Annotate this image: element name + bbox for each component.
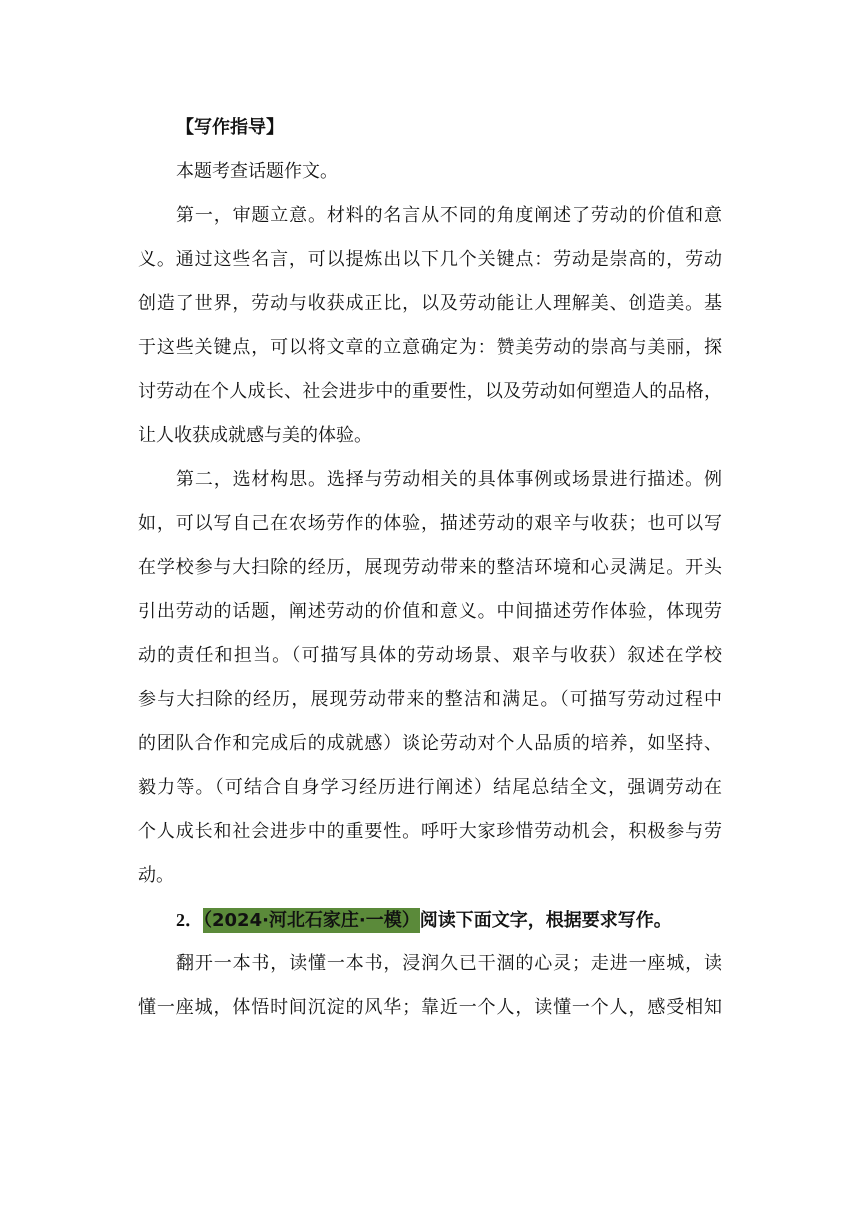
intro-line: 本题考查话题作文。 bbox=[176, 161, 338, 182]
reading-passage bbox=[138, 942, 722, 1030]
paragraph-line: 动。 bbox=[138, 865, 174, 886]
paragraph-line: 毅力等。（可结合自身学习经历进行阐述）结尾总结全文，强调劳动在 bbox=[138, 777, 722, 798]
paragraph-material-selection bbox=[138, 458, 722, 898]
paragraph-line: 第一，审题立意。材料的名言从不同的角度阐述了劳动的价值和意 bbox=[176, 205, 722, 226]
paragraph-line: 引出劳动的话题，阐述劳动的价值和意义。中间描述劳作体验，体现劳 bbox=[138, 601, 722, 622]
document-page bbox=[138, 106, 722, 1030]
question-line bbox=[138, 898, 722, 942]
paragraph-line: 让人收获成就感与美的体验。 bbox=[138, 425, 372, 446]
passage-line: 懂一座城，体悟时间沉淀的风华；靠近一个人，读懂一个人，感受相知 bbox=[138, 997, 722, 1018]
paragraph-topic-analysis bbox=[138, 194, 722, 458]
paragraph-line: 如，可以写自己在农场劳作的体验，描述劳动的艰辛与收获；也可以写 bbox=[138, 513, 722, 534]
question-number: 2． bbox=[176, 910, 203, 930]
question-prompt: 阅读下面文字，根据要求写作。 bbox=[419, 910, 672, 931]
paragraph-line: 义。通过这些名言，可以提炼出以下几个关键点：劳动是崇高的，劳动 bbox=[138, 249, 722, 270]
paragraph-line: 参与大扫除的经历，展现劳动带来的整洁和满足。（可描写劳动过程中 bbox=[138, 689, 722, 710]
paragraph-line: 于这些关键点，可以将文章的立意确定为：赞美劳动的崇高与美丽，探 bbox=[138, 337, 722, 358]
question-source-highlight: （2024·河北石家庄·一模） bbox=[203, 910, 420, 931]
paragraph-line: 讨劳动在个人成长、社会进步中的重要性，以及劳动如何塑造人的品格， bbox=[138, 381, 722, 402]
paragraph-line: 创造了世界，劳动与收获成正比，以及劳动能让人理解美、创造美。基 bbox=[138, 293, 722, 314]
paragraph-line: 的团队合作和完成后的成就感）谈论劳动对个人品质的培养，如坚持、 bbox=[138, 733, 722, 754]
paragraph-line: 个人成长和社会进步中的重要性。呼吁大家珍惜劳动机会，积极参与劳 bbox=[138, 821, 722, 842]
section-heading: 【写作指导】 bbox=[176, 117, 284, 138]
paragraph-line: 第二，选材构思。选择与劳动相关的具体事例或场景进行描述。例 bbox=[176, 469, 722, 490]
passage-line: 翻开一本书，读懂一本书，浸润久已干涸的心灵；走进一座城，读 bbox=[176, 953, 722, 974]
paragraph-line: 在学校参与大扫除的经历，展现劳动带来的整洁环境和心灵满足。开头 bbox=[138, 557, 722, 578]
paragraph-line: 动的责任和担当。（可描写具体的劳动场景、艰辛与收获）叙述在学校 bbox=[138, 645, 722, 666]
